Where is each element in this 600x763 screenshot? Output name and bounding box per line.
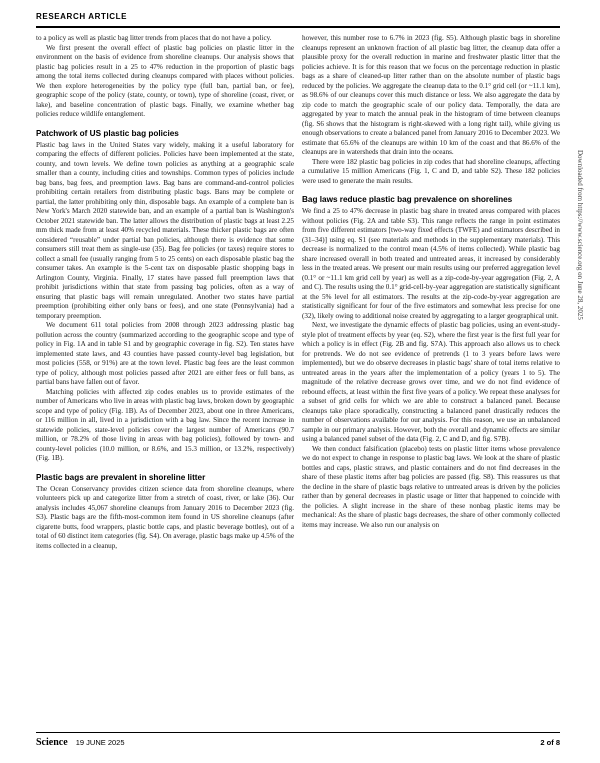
section-heading: Patchwork of US plastic bag policies bbox=[36, 128, 179, 138]
left-column bbox=[36, 34, 294, 726]
paragraph: We then conduct falsification (placebo) tests on plastic litter items whose prevalence we do not expect to change in response to plastic bag laws. We look at the share of plastic bottles and caps, plastic straws, and plastic containers and do not find decreases in the share of these plastic items after bag policies are passed (fig. S8). This reassures us that the decline in the share of plastic bags relative to untreated areas is driven by the policies rather than by general decreases in plastic usage or litter that happened to coincide with the policies. A slight increase in the share of these nonbag plastic items may be mechanical: As the share of plastic bags decreases, the share of other commonly collected items may increase. We also run our analysis on bbox=[302, 444, 560, 529]
download-notice bbox=[574, 150, 586, 510]
footer-rule bbox=[36, 732, 560, 733]
paragraph: There were 182 plastic bag policies in zip codes that had shoreline cleanups, affecting a cumulative 15 million Americans (Fig. 1, C and D, and table S2). These 182 policies were used to generate the main results. bbox=[302, 157, 560, 185]
journal-name: Science bbox=[36, 737, 68, 748]
issue-date: 19 JUNE 2025 bbox=[75, 738, 125, 747]
paragraph: Plastic bag laws in the United States vary widely, making it a useful laboratory for comparing the effects of different policies. Policies have been implemented at the state, county, and town levels. We define town policies as anything at a geographic scale smaller than a county, including cities and townships. Common types of policies include bag bans, bag fees, and preemption laws. Bag bans are command-and-control policies prohibiting certain retailers from distributing plastic bags. Bans may be complete or partial, the latter prohibiting only thin, disposable bags. An example of a complete ban is New York's March 2020 statewide ban, and an example of a partial ban is Washington's October 2021 statewide ban. The latter allows the distribution of plastic bags at least 2.25 mm thick made from at least 40% recycled materials. These thicker plastic bags are often considered “reusable” under partial ban policies, although there is evidence that some consumers still treat them as single-use (35). Bag fee policies (or taxes) require stores to collect a small fee (usually ranging from 5 to 25 cents) on each disposable plastic bag the consumer takes. An example is the 5-cent tax on disposable plastic shopping bags in Arlington County, Virginia. Finally, 17 states have passed full preemption laws that prohibit jurisdictions within that state from passing bag policies, often as a way of ensuring that plastic bags will remain unregulated. Another two states have partial preemption (prohibiting either only bans or fees), and one state (Pennsylvania) had a temporary preemption. bbox=[36, 140, 294, 320]
paragraph: Matching policies with affected zip codes enables us to provide estimates of the number of Americans who live in areas with plastic bag laws, broken down by geographic scope and type of policy (Fig. 1B). As of December 2023, about one in three Americans, or 116 million in all, lived in a jurisdiction with a bag law. Since the recent increase in statewide policies, state-level policies cover the largest number of Americans (90.7 million, or 78.2% of those living in areas with bag policies), followed by town- and county-level policies (10.0 million, or 8.6%, and 15.3 million, or 13.2%, respectively) (Fig. 1B). bbox=[36, 387, 294, 462]
paragraph: however, this number rose to 6.7% in 2023 (fig. S5). Although plastic bags in shoreline cleanups represent an unknown fraction of all plastic bag litter, the cleanup data offer a plausible proxy for the overall reduction in marine and freshwater plastic litter that the policies achieve. It is for this reason that we focus on the percentage reduction in plastic bags as a share of cleaned-up litter rather than on the absolute number of plastic bags reduced by the policies. We aggregate the cleanup data to the 0.1° grid cell (or ~11.1 km), as 98.6% of our cleanups cover this much distance or less. We also aggregate the data by zip code to match the geographic scale of our policy data. Temporally, the data are aggregated by year to match the annual peak in the histogram of time between cleanups (fig. S6 shows that the histogram is right-skewed with a long right tail), while giving us enough observations to create a balanced panel from January 2016 to December 2023. We estimate that 65.6% of the cleanups are within 10 km of the coast and that 86.6% of the cleanups are in watersheds that drain into the oceans. bbox=[302, 34, 560, 156]
paragraph: We first present the overall effect of plastic bag policies on plastic litter in the environment on the basis of evidence from shoreline cleanups. Our analysis shows that plastic bag policies result in a 25 to 47% reduction in the proportion of plastic bags among the total items collected during cleanups compared with places without policies. We then explore heterogeneities by the policy type (full ban, partial ban, or fee), geographic scope of the policy (state, county, or town), type of shoreline (coast, river, or lake), and baseline concentration of plastic bags. Finally, we examine whether bag policies reduce wildlife entanglement. bbox=[36, 43, 294, 118]
paragraph: We find a 25 to 47% decrease in plastic bag share in treated areas compared with places without policies (Fig. 2A and table S3). This range reflects the range in point estimates from five different estimators [two-way fixed effects (TWFE) and estimators described in (31–34)] using eq. S1 (see materials and methods in the supplementary materials). This decrease is normalized to the control mean (4.5% of items collected). While plastic bag share increased overall in both treated and untreated areas, it increased by considerably less in the treated areas. We present our main results using our preferred aggregation level (0.1° or ~11.1 km grid cell by year) as well as a zip-code-by-year aggregation (Fig. 2, A and C). The results using the 0.1° grid-cell-by-year aggregation are statistically significant at the 5% level for all estimators. The results at the zip-code-by-year aggregation are statistically significant for four of the five estimators and somewhat less precise for one (32), likely owing to additional noise created by aggregating to a larger geographical unit. bbox=[302, 207, 560, 320]
page-number: 2 of 8 bbox=[540, 738, 560, 747]
header-rule bbox=[36, 26, 560, 28]
page-footer bbox=[36, 737, 560, 751]
paragraph: We document 611 total policies from 2008 through 2023 addressing plastic bag pollution across the country (summarized according to the geographic scope and type of policy in Fig. 1A and in table S1 and by geographic coverage in fig. S2). Ten states have implemented state laws, and 43 counties have passed county-level bag legislation, but most policies (558, or 91%) are at the town level. Plastic bag fees are the least common type of policy, although most policies passed after 2021 are either fees or full bans, as partial bans have fallen out of favor. bbox=[36, 321, 294, 386]
section-heading: Bag laws reduce plastic bag prevalence on shorelines bbox=[302, 195, 513, 204]
right-column bbox=[302, 34, 560, 726]
section-heading: Plastic bags are prevalent in shoreline litter bbox=[36, 472, 206, 482]
article-type-label: RESEARCH ARTICLE bbox=[36, 12, 128, 21]
paragraph: The Ocean Conservancy provides citizen science data from shoreline cleanups, where volunteers pick up and categorize litter from a stretch of coast, river, or lake (36). Our analysis includes 45,067 shoreline cleanups from January 2016 to December 2023 (fig. S3). Plastic bags are the fifth-most-common item found in US shoreline cleanups (after cigarette butts, food wrappers, plastic bottle caps, and plastic beverage bottles), out of a total of 60 distinct item categories (fig. S4). On average, plastic bags make up 4.5% of the items collected in a cleanup, bbox=[36, 484, 294, 550]
download-notice-text: Downloaded from https://www.science.org on June 28, 2025 bbox=[576, 150, 584, 320]
paragraph: Next, we investigate the dynamic effects of plastic bag policies, using an event-study-style plot of treatment effects by year (eq. S2), where the first year is the first full year for which a policy is in effect (Fig. 2B and fig. S7A). This approach also allows us to check for pretrends. We do not see evidence of pretrends (1 to 3 years before laws were implemented), but we do observe decreases in plastic bags' share of total items relative to untreated areas in the years after the implementation of a policy (years 1 to 5). The magnitude of the relative decrease grows over time, and we do not find evidence of rebound effects, at least within the first five years of a policy. We repeat these analyses for a subset of grid cells for which we are able to construct a balanced panel. Because cleanups take place sporadically, constructing a balanced panel drastically reduces the number of observations available for our analysis. For this reason, we use an unbalanced sample in our primary analysis. However, both the overall and dynamic effects are similar using a balanced panel subset of the data (Fig. 2, C and D, and fig. S7B). bbox=[302, 321, 560, 443]
paragraph: to a policy as well as plastic bag litter trends from places that do not have a policy. bbox=[36, 34, 272, 42]
